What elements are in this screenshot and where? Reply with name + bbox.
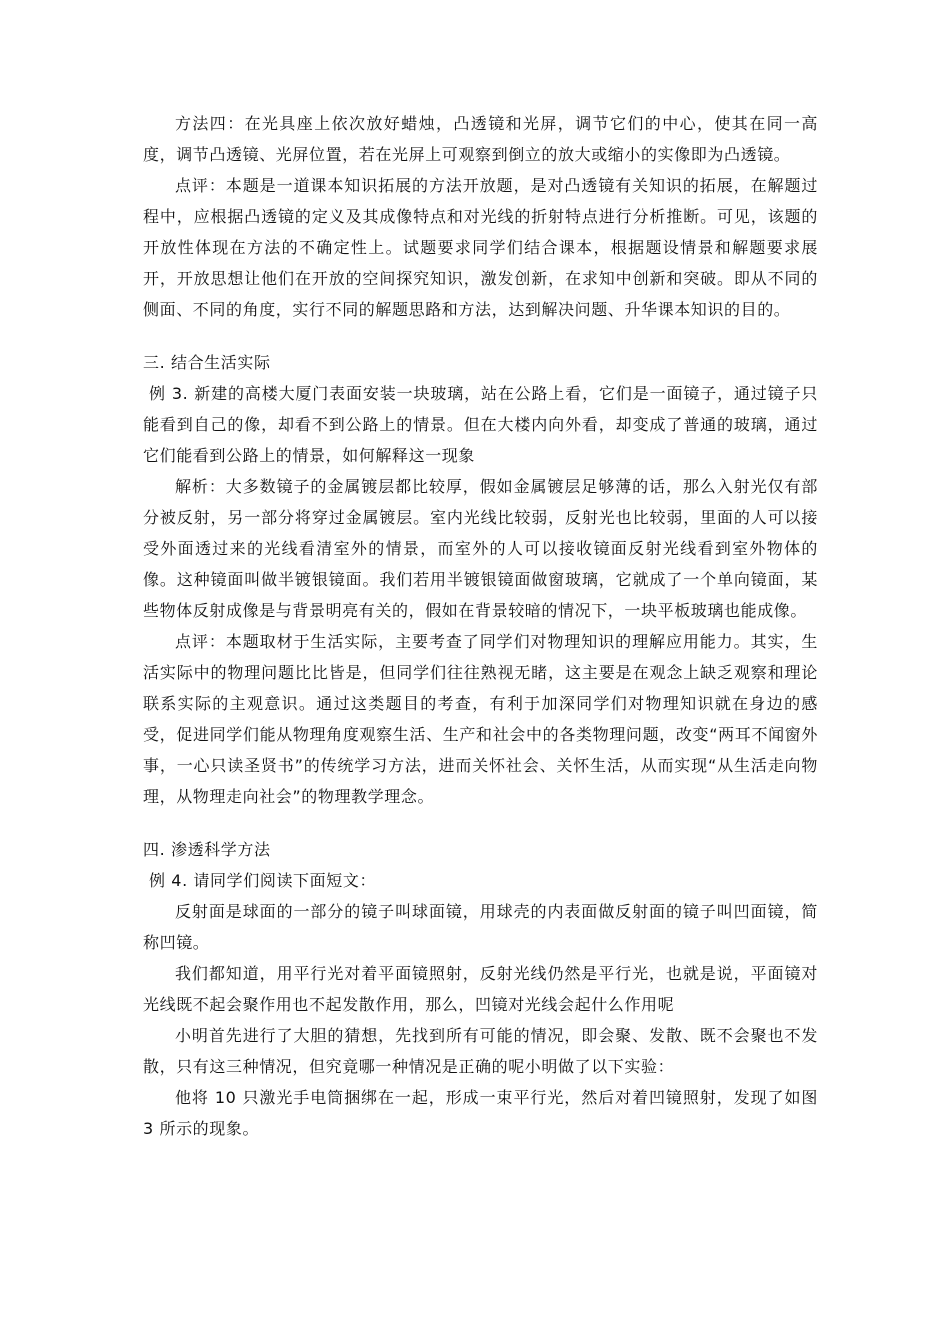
section-3-heading: 三. 结合生活实际 — [143, 353, 271, 372]
document-page — [143, 108, 818, 1144]
example-3-question: 例 3. 新建的高楼大厦门表面安装一块玻璃，站在公路上看，它们是一面镜子，通过镜子只能看到自己的像，却看不到公路上的情景。但在大楼内向外看，却变成了普通的玻璃，通过它们能看到公路上的情景，如何解释这一现象 — [143, 384, 818, 465]
example-3-comment: 点评：本题取材于生活实际，主要考查了同学们对物理知识的理解应用能力。其实，生活实际中的物理问题比比皆是，但同学们往往熟视无睹，这主要是在观念上缺乏观察和理论联系实际的主观意识。通过这类题目的考查，有利于加深同学们对物理知识就在身边的感受，促进同学们能从物理角度观察生活、生产和社会中的各类物理问题，改变“两耳不闻窗外事，一心只读圣贤书”的传统学习方法，进而关怀社会、关怀生活，从而实现“从生活走向物理，从物理走向社会”的物理教学理念。 — [143, 632, 818, 806]
section-4-heading: 四. 渗透科学方法 — [143, 840, 271, 859]
passage-paragraph-1: 反射面是球面的一部分的镜子叫球面镜，用球壳的内表面做反射面的镜子叫凹面镜，简称凹镜。 — [143, 902, 818, 952]
example-3-analysis: 解析：大多数镜子的金属镀层都比较厚，假如金属镀层足够薄的话，那么入射光仅有部分被反射，另一部分将穿过金属镀层。室内光线比较弱，反射光也比较弱，里面的人可以接受外面透过来的光线看清室外的情景，而室外的人可以接收镜面反射光线看到室外物体的像。这种镜面叫做半镀银镜面。我们若用半镀银镜面做窗玻璃，它就成了一个单向镜面，某些物体反射成像是与背景明亮有关的，假如在背景较暗的情况下，一块平板玻璃也能成像。 — [143, 477, 818, 620]
comment-paragraph-1: 点评：本题是一道课本知识拓展的方法开放题，是对凸透镜有关知识的拓展，在解题过程中，应根据凸透镜的定义及其成像特点和对光线的折射特点进行分析推断。可见，该题的开放性体现在方法的不确定性上。试题要求同学们结合课本，根据题设情景和解题要求展开，开放思想让他们在开放的空间探究知识，激发创新，在求知中创新和突破。即从不同的侧面、不同的角度，实行不同的解题思路和方法，达到解决问题、升华课本知识的目的。 — [143, 176, 818, 319]
passage-paragraph-2: 我们都知道，用平行光对着平面镜照射，反射光线仍然是平行光，也就是说，平面镜对光线既不起会聚作用也不起发散作用，那么，凹镜对光线会起什么作用呢 — [143, 964, 818, 1014]
passage-paragraph-3: 小明首先进行了大胆的猜想，先找到所有可能的情况，即会聚、发散、既不会聚也不发散，只有这三种情况，但究竟哪一种情况是正确的呢小明做了以下实验： — [143, 1026, 818, 1076]
example-4-question: 例 4. 请同学们阅读下面短文： — [149, 871, 377, 890]
passage-paragraph-4: 他将 10 只激光手电筒捆绑在一起，形成一束平行光，然后对着凹镜照射，发现了如图 3 所示的现象。 — [143, 1088, 818, 1138]
method-four-paragraph: 方法四：在光具座上依次放好蜡烛，凸透镜和光屏，调节它们的中心，使其在同一高度，调节凸透镜、光屏位置，若在光屏上可观察到倒立的放大或缩小的实像即为凸透镜。 — [143, 114, 818, 164]
